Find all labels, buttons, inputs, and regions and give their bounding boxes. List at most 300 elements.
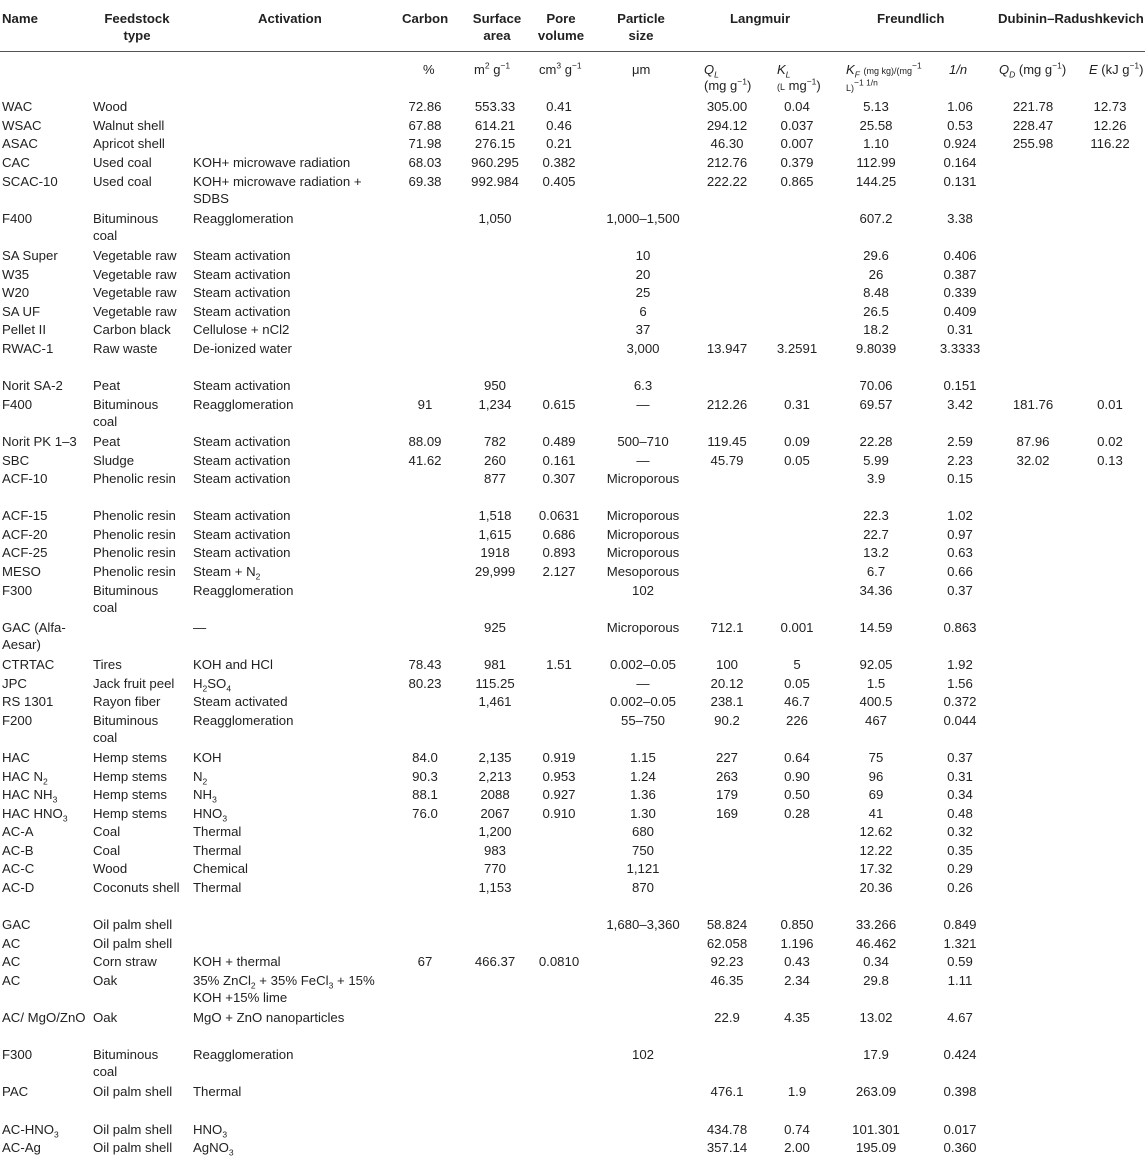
- cell-pv: 0.0810: [538, 954, 580, 969]
- cell-ql: 13.947: [706, 341, 748, 356]
- cell-sa: 2,135: [478, 750, 512, 765]
- cell-n: 4.67: [947, 1010, 973, 1025]
- cell-e: 12.73: [1093, 99, 1127, 114]
- header-dubinin-radushkevich: Dubinin–Radushkevich: [998, 11, 1144, 26]
- cell-n: 1.11: [947, 973, 973, 988]
- cell-feed: Wood: [93, 861, 128, 876]
- cell-carbon: 68.03: [408, 155, 442, 170]
- cell-act: Thermal: [193, 843, 242, 858]
- cell-pv: 2.127: [542, 564, 576, 579]
- cell-n: 0.35: [947, 843, 973, 858]
- cell-kf: 26.5: [863, 304, 889, 319]
- cell-act: Steam activation: [193, 434, 291, 449]
- cell-ps: Microporous: [606, 508, 680, 523]
- cell-carbon: 72.86: [408, 99, 442, 114]
- cell-name: Norit PK 1–3: [2, 434, 77, 449]
- cell-feed: Raw waste: [93, 341, 158, 356]
- cell-ps: Microporous: [606, 620, 680, 635]
- cell-sa: 1,234: [478, 397, 512, 412]
- cell-act: $HNO_3$: [193, 806, 228, 824]
- unit-1n: 1/n: [949, 62, 968, 77]
- cell-carbon: 78.43: [408, 657, 442, 672]
- cell-ps: 10: [635, 248, 651, 263]
- cell-ps: 0.002–0.05: [609, 657, 676, 672]
- cell-name: Pellet II: [2, 322, 46, 337]
- cell-pv: 1.51: [546, 657, 572, 672]
- cell-act: KOH + thermal: [193, 954, 281, 969]
- cell-sa: 981: [483, 657, 506, 672]
- cell-ps: —: [636, 397, 650, 412]
- cell-kf: 75: [868, 750, 884, 765]
- cell-pv: 0.405: [542, 174, 576, 189]
- cell-name: SCAC-10: [2, 174, 58, 189]
- cell-act: $HNO_3$: [193, 1122, 228, 1140]
- cell-feed: Bituminous coal: [93, 211, 159, 243]
- cell-feed: Phenolic resin: [93, 564, 176, 579]
- unit-ql: $Q_L$ (mg $g^{-1}$): [704, 62, 752, 93]
- cell-ql: 46.30: [710, 136, 744, 151]
- cell-qd: 255.98: [1012, 136, 1054, 151]
- cell-ps: —: [636, 453, 650, 468]
- cell-act: Steam activated: [193, 694, 288, 709]
- cell-kf: 101.301: [852, 1122, 900, 1137]
- cell-sa: 1,518: [478, 508, 512, 523]
- cell-kl: 0.43: [784, 954, 810, 969]
- cell-feed: Jack fruit peel: [93, 676, 175, 691]
- cell-carbon: 84.0: [412, 750, 438, 765]
- cell-ql: 92.23: [710, 954, 744, 969]
- cell-kf: 607.2: [859, 211, 893, 226]
- cell-kf: 17.32: [859, 861, 893, 876]
- cell-kf: 400.5: [859, 694, 893, 709]
- cell-name: F300: [2, 583, 33, 598]
- cell-n: 0.32: [947, 824, 973, 839]
- cell-name: W35: [2, 267, 30, 282]
- cell-ps: Microporous: [606, 527, 680, 542]
- cell-kf: 263.09: [855, 1084, 897, 1099]
- cell-ps: 55–750: [620, 713, 665, 728]
- cell-e: 12.26: [1093, 118, 1127, 133]
- cell-n: 0.863: [943, 620, 977, 635]
- cell-name: JPC: [2, 676, 27, 691]
- cell-pv: 0.41: [546, 99, 572, 114]
- cell-pv: 0.953: [542, 769, 576, 784]
- cell-feed: Coal: [93, 824, 121, 839]
- cell-feed: Peat: [93, 434, 121, 449]
- cell-kf: 20.36: [859, 880, 893, 895]
- cell-kf: 1.10: [863, 136, 889, 151]
- cell-ql: 712.1: [710, 620, 744, 635]
- cell-n: 0.044: [943, 713, 977, 728]
- cell-feed: Sludge: [93, 453, 135, 468]
- cell-ql: 62.058: [706, 936, 748, 951]
- cell-carbon: 88.09: [408, 434, 442, 449]
- unit-particle-size: μm: [632, 62, 651, 77]
- cell-pv: 0.893: [542, 545, 576, 560]
- cell-feed: Coal: [93, 843, 121, 858]
- cell-sa: 992.984: [471, 174, 519, 189]
- cell-kf: 17.9: [863, 1047, 889, 1062]
- cell-name: SA UF: [2, 304, 41, 319]
- header-activation: Activation: [258, 11, 322, 26]
- cell-n: 0.37: [947, 583, 973, 598]
- cell-n: 0.387: [943, 267, 977, 282]
- cell-kf: 22.7: [863, 527, 889, 542]
- cell-name: SBC: [2, 453, 30, 468]
- cell-sa: 2088: [480, 787, 510, 802]
- cell-sa: 115.25: [475, 676, 515, 691]
- cell-kl: 3.2591: [776, 341, 818, 356]
- cell-act: Steam activation: [193, 304, 291, 319]
- cell-act: Reagglomeration: [193, 583, 294, 598]
- cell-name: GAC: [2, 917, 31, 932]
- cell-name: RWAC-1: [2, 341, 54, 356]
- cell-kf: 29.6: [863, 248, 889, 263]
- cell-name: ACF-10: [2, 471, 48, 486]
- cell-n: 0.15: [947, 471, 973, 486]
- cell-act: Reagglomeration: [193, 397, 294, 412]
- cell-ql: 119.45: [707, 434, 747, 449]
- cell-ps: 870: [631, 880, 654, 895]
- cell-act: MgO + ZnO nanoparticles: [193, 1010, 345, 1025]
- cell-feed: Oil palm shell: [93, 1140, 173, 1155]
- cell-carbon: 88.1: [412, 787, 438, 802]
- cell-ps: 20: [635, 267, 651, 282]
- cell-ql: 20.12: [710, 676, 744, 691]
- cell-feed: Tires: [93, 657, 122, 672]
- cell-name: F300: [2, 1047, 33, 1062]
- cell-feed: Hemp stems: [93, 769, 168, 784]
- cell-kf: 96: [868, 769, 884, 784]
- cell-n: 3.38: [947, 211, 973, 226]
- cell-kl: 0.90: [784, 769, 810, 784]
- cell-kf: 29.8: [863, 973, 889, 988]
- cell-n: 0.409: [943, 304, 977, 319]
- cell-kl: 2.34: [784, 973, 810, 988]
- cell-sa: 950: [483, 378, 506, 393]
- cell-kf: 69: [868, 787, 884, 802]
- cell-sa: 1,153: [478, 880, 512, 895]
- cell-e: 0.01: [1097, 397, 1123, 412]
- cell-kl: 0.05: [784, 453, 810, 468]
- unit-carbon: %: [423, 62, 435, 77]
- cell-ql: 179: [715, 787, 738, 802]
- cell-name: RS 1301: [2, 694, 54, 709]
- cell-ql: 45.79: [710, 453, 744, 468]
- cell-n: 1.56: [947, 676, 973, 691]
- cell-sa: 983: [483, 843, 506, 858]
- cell-qd: 32.02: [1016, 453, 1050, 468]
- cell-kf: 69.57: [859, 397, 893, 412]
- cell-act: KOH and HCl: [193, 657, 273, 672]
- cell-ql: 100: [715, 657, 738, 672]
- cell-act: Steam activation: [193, 471, 291, 486]
- cell-e: 116.22: [1090, 136, 1130, 151]
- cell-ql: 294.12: [706, 118, 748, 133]
- cell-sa: 260: [483, 453, 506, 468]
- cell-kf: 26: [868, 267, 884, 282]
- cell-feed: Hemp stems: [93, 806, 168, 821]
- cell-ps: 0.002–0.05: [609, 694, 676, 709]
- cell-ps: Microporous: [606, 545, 680, 560]
- cell-kf: 14.59: [859, 620, 893, 635]
- cell-name: CAC: [2, 155, 30, 170]
- cell-ql: 212.26: [706, 397, 748, 412]
- cell-pv: 0.927: [542, 787, 576, 802]
- cell-sa: 2067: [480, 806, 510, 821]
- cell-kl: 0.05: [784, 676, 810, 691]
- cell-name: GAC (Alfa-Aesar): [2, 620, 66, 652]
- cell-sa: 1918: [480, 545, 510, 560]
- cell-n: 0.398: [943, 1084, 977, 1099]
- cell-name: CTRTAC: [2, 657, 55, 672]
- cell-kf: 22.3: [863, 508, 889, 523]
- cell-n: 0.53: [947, 118, 973, 133]
- cell-name: AC: [2, 973, 21, 988]
- cell-n: 0.26: [947, 880, 973, 895]
- cell-kf: 144.25: [855, 174, 897, 189]
- cell-kl: 46.7: [784, 694, 810, 709]
- cell-n: 0.48: [947, 806, 973, 821]
- cell-sa: 1,615: [478, 527, 512, 542]
- cell-kf: 467: [864, 713, 887, 728]
- cell-kf: 46.462: [855, 936, 897, 951]
- cell-carbon: 71.98: [408, 136, 442, 151]
- cell-kf: 12.22: [859, 843, 893, 858]
- cell-act: Cellulose + nCl2: [193, 322, 290, 337]
- cell-act: $N_2$: [193, 769, 208, 787]
- cell-name: AC-C: [2, 861, 35, 876]
- cell-act: Thermal: [193, 880, 242, 895]
- cell-name: AC-A: [2, 824, 34, 839]
- cell-n: 3.42: [947, 397, 973, 412]
- cell-act: Steam activation: [193, 267, 291, 282]
- cell-ql: 46.35: [710, 973, 744, 988]
- cell-feed: Rayon fiber: [93, 694, 161, 709]
- cell-ps: 750: [631, 843, 654, 858]
- cell-sa: 276.15: [474, 136, 516, 151]
- unit-kl: $K_L$ (L $mg^{-1}$): [777, 62, 821, 93]
- cell-n: 0.849: [943, 917, 977, 932]
- cell-ps: 102: [631, 583, 654, 598]
- header-name: Name: [2, 11, 38, 26]
- cell-feed: Bituminous coal: [93, 583, 159, 615]
- cell-n: 0.66: [947, 564, 973, 579]
- cell-kl: 0.001: [780, 620, 814, 635]
- cell-sa: 770: [483, 861, 506, 876]
- cell-kf: 8.48: [863, 285, 889, 300]
- cell-act: 35% ZnCl$_2$ + 35% FeCl$_3$ + 15% KOH +15% lime: [193, 973, 375, 1005]
- cell-carbon: 41.62: [408, 453, 442, 468]
- cell-act: Steam + $N_2$: [193, 564, 261, 582]
- cell-kl: 0.31: [784, 397, 810, 412]
- cell-feed: Hemp stems: [93, 787, 168, 802]
- cell-name: F400: [2, 211, 33, 226]
- cell-feed: Phenolic resin: [93, 508, 176, 523]
- cell-kl: 0.037: [780, 118, 814, 133]
- cell-feed: Bituminous coal: [93, 397, 159, 429]
- cell-kl: 0.04: [784, 99, 810, 114]
- cell-ql: 22.9: [714, 1010, 740, 1025]
- cell-kf: 5.13: [863, 99, 889, 114]
- cell-n: 0.372: [943, 694, 977, 709]
- cell-kf: 112.99: [856, 155, 896, 170]
- cell-n: 0.37: [947, 750, 973, 765]
- cell-feed: Coconuts shell: [93, 880, 180, 895]
- header-carbon: Carbon: [402, 11, 449, 26]
- cell-ql: 227: [715, 750, 738, 765]
- cell-carbon: 80.23: [408, 676, 442, 691]
- cell-kl: 0.865: [780, 174, 814, 189]
- cell-ql: 58.824: [706, 917, 748, 932]
- cell-n: 0.131: [943, 174, 977, 189]
- unit-e: E (kJ $g^{-1}$): [1089, 60, 1144, 77]
- cell-n: 0.151: [943, 378, 977, 393]
- cell-kf: 25.58: [859, 118, 893, 133]
- cell-ps: Microporous: [606, 471, 680, 486]
- cell-ps: 500–710: [617, 434, 669, 449]
- cell-name: PAC: [2, 1084, 29, 1099]
- cell-feed: Oil palm shell: [93, 936, 173, 951]
- cell-name: HAC $N_2$: [2, 769, 48, 787]
- cell-n: 0.360: [943, 1140, 977, 1155]
- cell-name: AC-B: [2, 843, 34, 858]
- cell-kl: 0.50: [784, 787, 810, 802]
- cell-kf: 1.5: [866, 676, 886, 691]
- cell-kf: 13.2: [863, 545, 889, 560]
- cell-feed: Walnut shell: [93, 118, 165, 133]
- cell-sa: 1,461: [478, 694, 512, 709]
- cell-qd: 221.78: [1012, 99, 1054, 114]
- cell-sa: 29,999: [474, 564, 516, 579]
- cell-name: F200: [2, 713, 33, 728]
- cell-ql: 169: [715, 806, 738, 821]
- cell-n: 0.424: [943, 1047, 977, 1062]
- cell-act: Steam activation: [193, 378, 291, 393]
- cell-pv: 0.919: [542, 750, 576, 765]
- cell-feed: Vegetable raw: [93, 304, 177, 319]
- cell-feed: Used coal: [93, 174, 152, 189]
- cell-n: 1.321: [943, 936, 977, 951]
- cell-feed: Bituminous coal: [93, 713, 159, 745]
- cell-act: KOH+ microwave radiation: [193, 155, 351, 170]
- cell-feed: Phenolic resin: [93, 545, 176, 560]
- cell-ps: 25: [635, 285, 651, 300]
- cell-ps: 1.15: [630, 750, 656, 765]
- cell-kl: 0.64: [784, 750, 810, 765]
- unit-qd: $Q_D$ (mg $g^{-1}$): [999, 60, 1067, 80]
- cell-kf: 0.34: [863, 954, 889, 969]
- cell-name: $AC-HNO_3$: [2, 1122, 59, 1140]
- cell-feed: Vegetable raw: [93, 248, 177, 263]
- cell-feed: Hemp stems: [93, 750, 168, 765]
- cell-carbon: 91: [417, 397, 433, 412]
- cell-name: MESO: [2, 564, 41, 579]
- header-freundlich: Freundlich: [877, 11, 945, 26]
- cell-ps: 1.24: [630, 769, 656, 784]
- cell-feed: Vegetable raw: [93, 267, 177, 282]
- cell-sa: 782: [483, 434, 506, 449]
- cell-act: Steam activation: [193, 453, 291, 468]
- cell-kf: 41: [868, 806, 884, 821]
- cell-name: W20: [2, 285, 30, 300]
- cell-kl: 0.379: [780, 155, 814, 170]
- cell-kl: 226: [785, 713, 808, 728]
- cell-ps: 1,121: [626, 861, 660, 876]
- cell-act: KOH+ microwave radiation + SDBS: [193, 174, 362, 206]
- cell-pv: 0.686: [542, 527, 576, 542]
- cell-sa: 925: [483, 620, 506, 635]
- cell-carbon: 76.0: [412, 806, 438, 821]
- cell-ps: 37: [635, 322, 651, 337]
- cell-kf: 5.99: [863, 453, 889, 468]
- cell-act: Steam activation: [193, 285, 291, 300]
- cell-act: Reagglomeration: [193, 211, 294, 226]
- cell-kl: 0.28: [784, 806, 810, 821]
- cell-pv: 0.46: [546, 118, 572, 133]
- cell-kl: 0.74: [784, 1122, 810, 1137]
- cell-n: 0.31: [947, 769, 973, 784]
- cell-name: ASAC: [2, 136, 38, 151]
- cell-act: AgNO$_3$: [193, 1140, 234, 1158]
- cell-act: Steam activation: [193, 508, 291, 523]
- cell-feed: Oil palm shell: [93, 1084, 173, 1099]
- cell-sa: 2,213: [478, 769, 512, 784]
- cell-qd: 228.47: [1012, 118, 1054, 133]
- cell-sa: 1,050: [478, 211, 512, 226]
- header-feedstock: Feedstock type: [104, 11, 170, 43]
- cell-ql: 357.14: [706, 1140, 748, 1155]
- cell-kf: 92.05: [859, 657, 893, 672]
- cell-carbon: 90.3: [412, 769, 438, 784]
- cell-kl: 5: [793, 657, 801, 672]
- header-rule: [0, 51, 1145, 52]
- cell-name: AC: [2, 954, 21, 969]
- cell-sa: 553.33: [474, 99, 516, 114]
- unit-pore-volume: $cm^3$ $g^{-1}$: [539, 60, 582, 77]
- cell-n: 0.97: [947, 527, 973, 542]
- cell-sa: 466.37: [474, 954, 516, 969]
- cell-ql: 476.1: [710, 1084, 744, 1099]
- cell-feed: Oak: [93, 973, 118, 988]
- cell-n: 0.164: [943, 155, 977, 170]
- cell-act: Steam activation: [193, 248, 291, 263]
- cell-feed: Oil palm shell: [93, 1122, 173, 1137]
- cell-kf: 6.7: [866, 564, 886, 579]
- cell-ps: 6.3: [633, 378, 653, 393]
- cell-n: 0.63: [947, 545, 973, 560]
- cell-ps: 1,000–1,500: [606, 211, 680, 226]
- cell-ps: 1,680–3,360: [606, 917, 680, 932]
- cell-feed: Carbon black: [93, 322, 171, 337]
- cell-act: $H_2SO_4$: [193, 676, 232, 694]
- cell-act: Steam activation: [193, 545, 291, 560]
- cell-pv: 0.382: [542, 155, 576, 170]
- cell-name: Norit SA-2: [2, 378, 63, 393]
- cell-name: ACF-20: [2, 527, 48, 542]
- cell-feed: Peat: [93, 378, 121, 393]
- cell-act: —: [193, 620, 207, 635]
- cell-ps: 3,000: [626, 341, 660, 356]
- cell-feed: Used coal: [93, 155, 152, 170]
- cell-act: KOH: [193, 750, 222, 765]
- header-pore-volume: Pore volume: [537, 11, 585, 43]
- cell-act: De-ionized water: [193, 341, 292, 356]
- cell-name: ACF-25: [2, 545, 48, 560]
- cell-act: Reagglomeration: [193, 713, 294, 728]
- cell-carbon: 67.88: [408, 118, 442, 133]
- cell-n: 0.31: [947, 322, 973, 337]
